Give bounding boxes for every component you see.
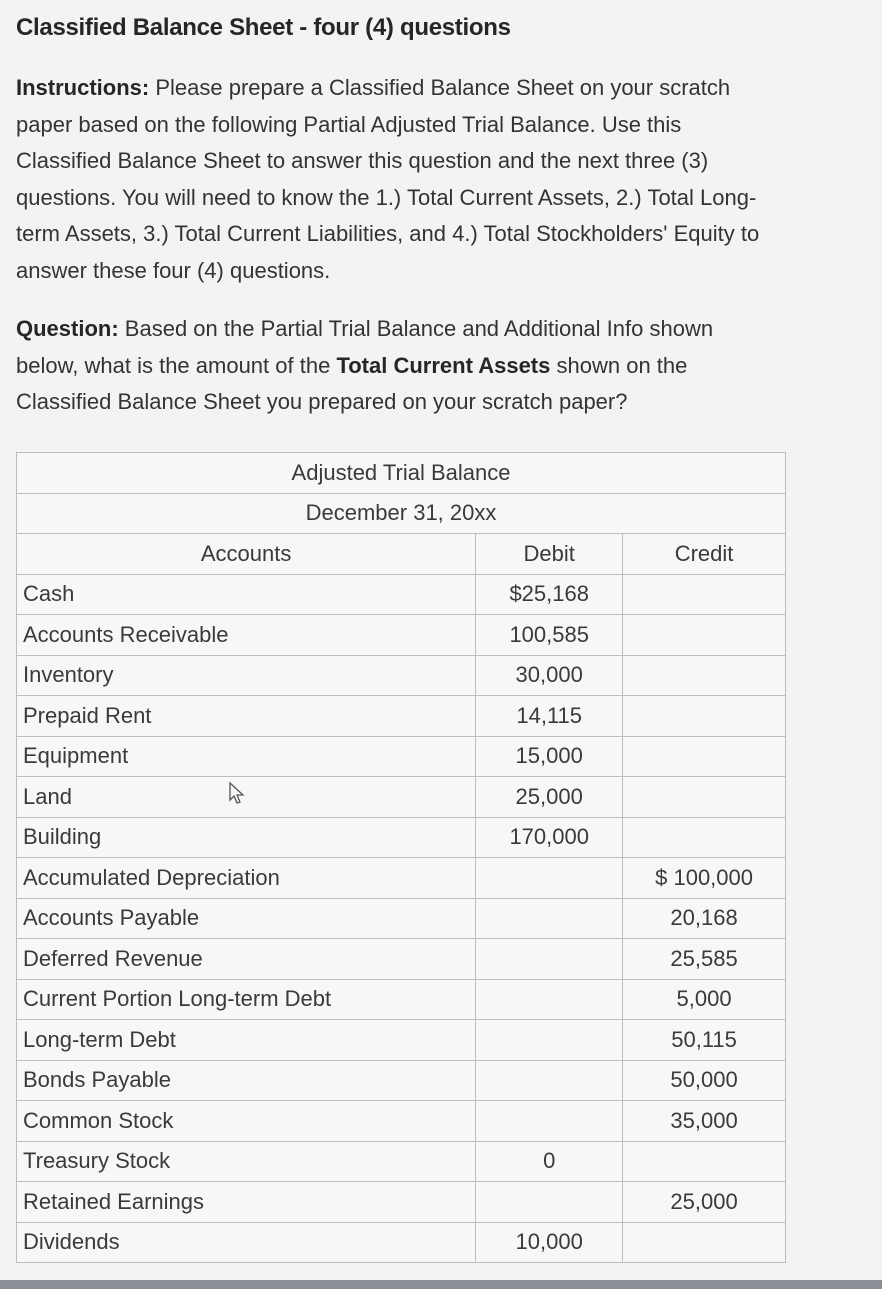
account-cell: Deferred Revenue xyxy=(17,939,476,980)
account-cell: Long-term Debt xyxy=(17,1020,476,1061)
credit-cell: 5,000 xyxy=(623,979,786,1020)
debit-cell: 30,000 xyxy=(476,655,623,696)
account-cell: Accumulated Depreciation xyxy=(17,858,476,899)
account-cell: Inventory xyxy=(17,655,476,696)
table-heading-row xyxy=(17,453,786,494)
debit-cell xyxy=(476,858,623,899)
table-row xyxy=(17,736,786,777)
account-cell: Bonds Payable xyxy=(17,1060,476,1101)
question-bold-term: Total Current Assets xyxy=(336,352,551,378)
question-text-before: Based on the Partial Trial Balance and Additional Info shown below, what is the amount of the xyxy=(16,316,714,378)
credit-cell xyxy=(623,1222,786,1263)
question-text-after: shown on the Classified Balance Sheet you prepared on your scratch paper? xyxy=(16,352,688,414)
table-row xyxy=(17,1141,786,1182)
table-row xyxy=(17,817,786,858)
credit-cell: 35,000 xyxy=(623,1101,786,1142)
table-row xyxy=(17,777,786,818)
instructions-label: Instructions: xyxy=(16,75,150,100)
credit-cell xyxy=(623,736,786,777)
account-cell: Accounts Receivable xyxy=(17,615,476,656)
debit-cell: $25,168 xyxy=(476,574,623,615)
credit-cell xyxy=(623,696,786,737)
question-label: Question: xyxy=(16,316,119,341)
credit-cell: 50,000 xyxy=(623,1060,786,1101)
column-header-row xyxy=(17,534,786,575)
credit-cell xyxy=(623,817,786,858)
table-row xyxy=(17,898,786,939)
debit-cell xyxy=(476,1020,623,1061)
table-row xyxy=(17,655,786,696)
table-heading: Adjusted Trial Balance xyxy=(17,453,786,494)
table-date-row xyxy=(17,493,786,534)
credit-cell: 50,115 xyxy=(623,1020,786,1061)
table-row xyxy=(17,979,786,1020)
table-row xyxy=(17,574,786,615)
debit-cell: 0 xyxy=(476,1141,623,1182)
credit-cell xyxy=(623,1141,786,1182)
table-row xyxy=(17,696,786,737)
debit-cell: 25,000 xyxy=(476,777,623,818)
credit-cell: 20,168 xyxy=(623,898,786,939)
page-title: Classified Balance Sheet - four (4) questions xyxy=(16,14,511,41)
account-cell: Common Stock xyxy=(17,1101,476,1142)
debit-cell xyxy=(476,979,623,1020)
bottom-edge-bar xyxy=(0,1280,882,1289)
debit-cell: 170,000 xyxy=(476,817,623,858)
trial-balance-table xyxy=(16,452,786,1263)
account-cell: Equipment xyxy=(17,736,476,777)
credit-cell: 25,585 xyxy=(623,939,786,980)
table-row xyxy=(17,858,786,899)
credit-cell xyxy=(623,655,786,696)
instructions-paragraph xyxy=(16,70,776,289)
table-row xyxy=(17,1101,786,1142)
account-cell: Current Portion Long-term Debt xyxy=(17,979,476,1020)
debit-cell xyxy=(476,1101,623,1142)
debit-cell xyxy=(476,898,623,939)
credit-cell xyxy=(623,574,786,615)
account-cell: Treasury Stock xyxy=(17,1141,476,1182)
account-cell: Dividends xyxy=(17,1222,476,1263)
account-cell: Accounts Payable xyxy=(17,898,476,939)
column-header-debit: Debit xyxy=(476,534,623,575)
credit-cell: $ 100,000 xyxy=(623,858,786,899)
debit-cell xyxy=(476,939,623,980)
credit-cell xyxy=(623,777,786,818)
column-header-accounts: Accounts xyxy=(17,534,476,575)
account-cell: Land xyxy=(17,777,476,818)
question-paragraph xyxy=(16,311,766,421)
account-cell: Cash xyxy=(17,574,476,615)
table-row xyxy=(17,1182,786,1223)
debit-cell: 15,000 xyxy=(476,736,623,777)
credit-cell xyxy=(623,615,786,656)
debit-cell: 10,000 xyxy=(476,1222,623,1263)
debit-cell xyxy=(476,1182,623,1223)
account-cell: Building xyxy=(17,817,476,858)
credit-cell: 25,000 xyxy=(623,1182,786,1223)
table-row xyxy=(17,1020,786,1061)
debit-cell: 14,115 xyxy=(476,696,623,737)
table-row xyxy=(17,1060,786,1101)
column-header-credit: Credit xyxy=(623,534,786,575)
table-row xyxy=(17,615,786,656)
table-row xyxy=(17,1222,786,1263)
instructions-text: Please prepare a Classified Balance Sheet on your scratch paper based on the following Partial Adjusted Trial Balance. Use this Classified Balance Sheet to answer this question and the next three (3) questions. You will need to know the 1.) Total Current Assets, 2.) Total Long-term Assets, 3.) Total Current Liabilities, and 4.) Total Stockholders' Equity to answer these four (4) questions. xyxy=(16,75,760,283)
account-cell: Prepaid Rent xyxy=(17,696,476,737)
table-date: December 31, 20xx xyxy=(17,493,786,534)
mouse-cursor-icon xyxy=(228,781,248,805)
debit-cell: 100,585 xyxy=(476,615,623,656)
debit-cell xyxy=(476,1060,623,1101)
account-cell: Retained Earnings xyxy=(17,1182,476,1223)
table-row xyxy=(17,939,786,980)
